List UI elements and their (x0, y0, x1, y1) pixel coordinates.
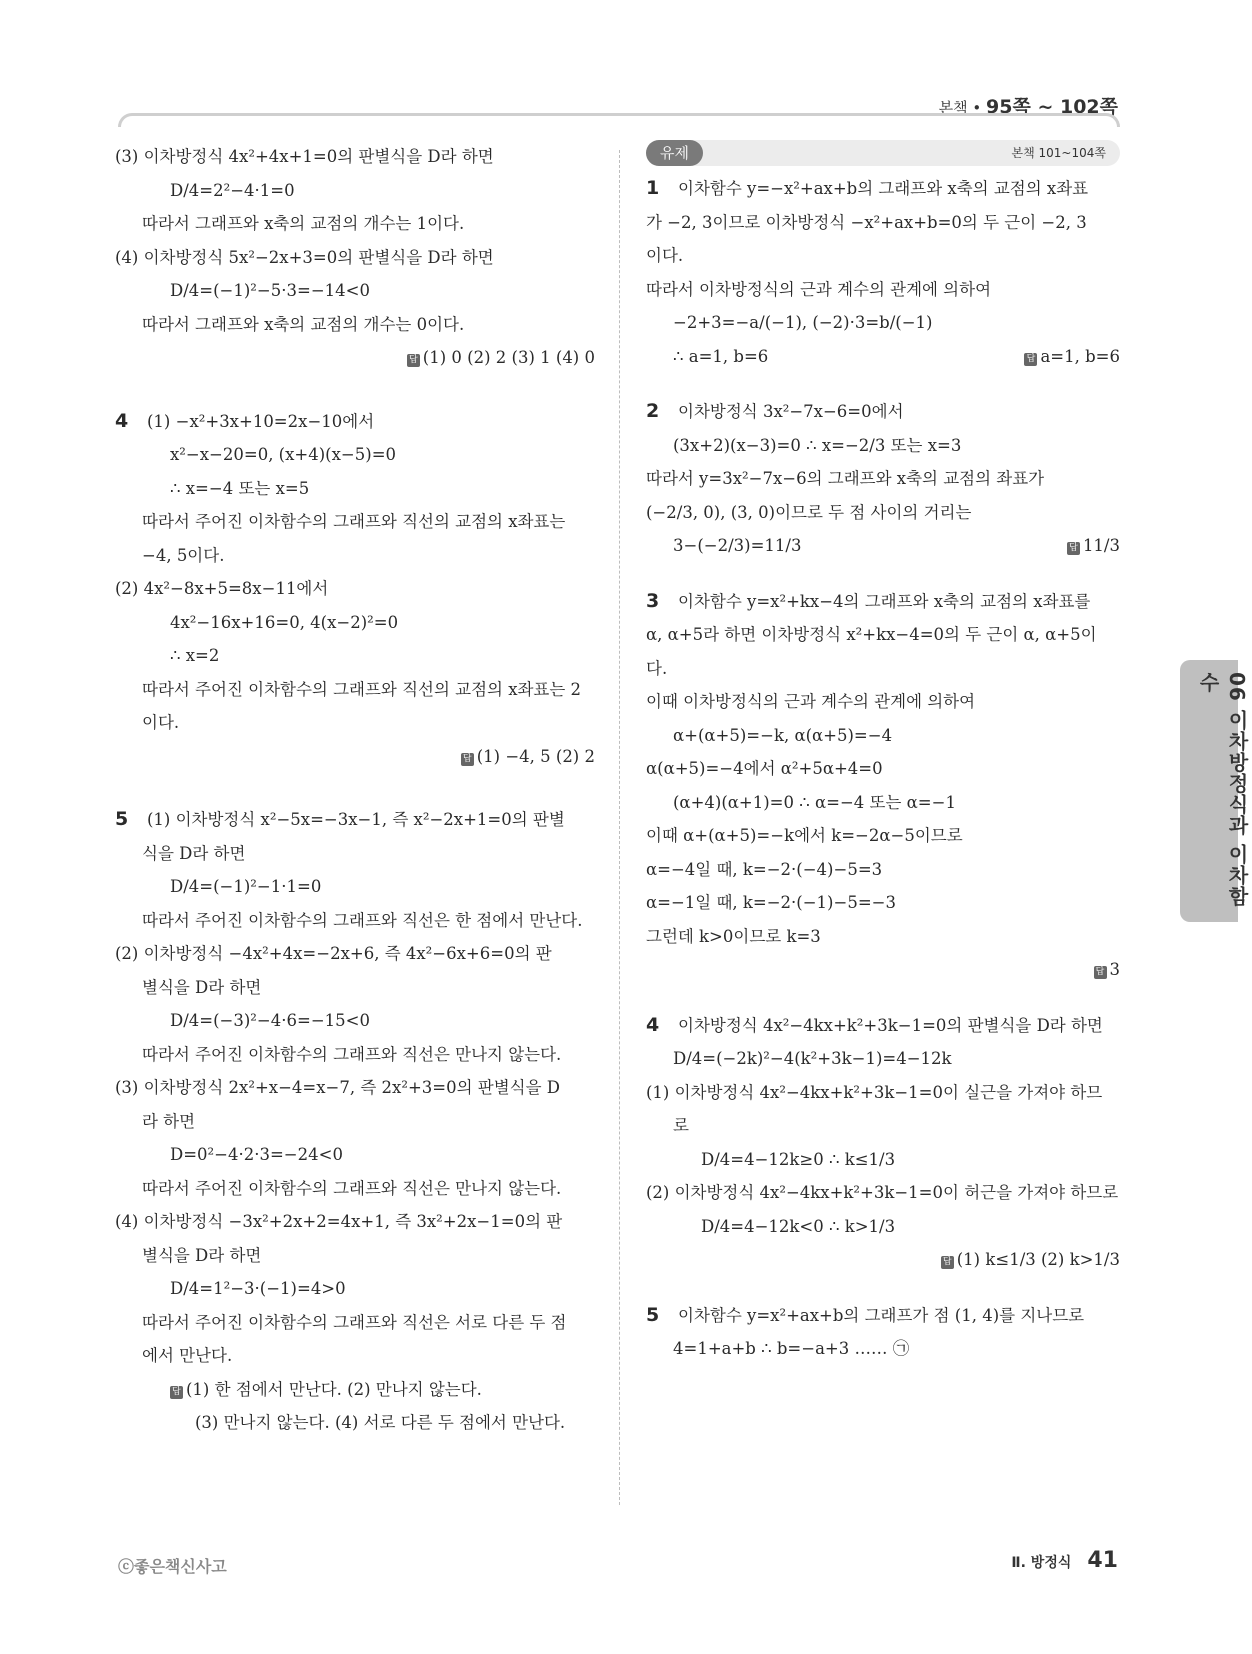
solution-line: (2) 이차방정식 −4x²+4x=−2x+6, 즉 4x²−6x+6=0의 판 (115, 944, 552, 963)
answer-inline (1067, 529, 1120, 563)
solution-line: x²−x−20=0, (x+4)(x−5)=0 (170, 445, 397, 464)
solution-line: 따라서 그래프와 x축의 교점의 개수는 0이다. (142, 314, 465, 334)
solution-line: 따라서 그래프와 x축의 교점의 개수는 1이다. (142, 214, 465, 233)
solution-line: 가 −2, 3이므로 이차방정식 −x²+ax+b=0의 두 근이 −2, 3 (646, 212, 1087, 232)
answer-mark-icon: 답 (461, 753, 474, 766)
solution-line: 따라서 주어진 이차함수의 그래프와 직선의 교점의 x좌표는 (142, 512, 566, 531)
right-column (646, 140, 1120, 1366)
left-column (115, 140, 595, 1440)
solution-line: 로 (673, 1116, 689, 1135)
problem-text: 이차방정식 4x²−4kx+k²+3k−1=0의 판별식을 D라 하면 (678, 1015, 1103, 1035)
problem-number: 4 (646, 1013, 660, 1036)
solution-text: 3−(−2/3)=11/3 (673, 536, 802, 555)
answer-line (646, 953, 1120, 987)
yuje-badge: 유제 (646, 140, 703, 166)
header-pages: 95쪽 ~ 102쪽 (986, 96, 1118, 118)
solution-line: (4) 이차방정식 5x²−2x+3=0의 판별식을 D라 하면 (115, 247, 494, 267)
solution-line: D=0²−4·2·3=−24<0 (170, 1145, 343, 1164)
solution-line: (2) 4x²−8x+5=8x−11에서 (115, 579, 329, 598)
answer-mark-icon: 답 (407, 354, 420, 367)
problem-number: 4 (115, 409, 129, 432)
problem-number: 5 (646, 1303, 660, 1326)
solution-line: 이다. (646, 246, 684, 265)
solution-line: (3x+2)(x−3)=0 ∴ x=−2/3 또는 x=3 (673, 435, 962, 455)
solution-line: 따라서 이차방정식의 근과 계수의 관계에 의하여 (646, 279, 992, 299)
answer-line (646, 1243, 1120, 1277)
solution-line (646, 340, 1120, 374)
solution-line: (−2/3, 0), (3, 0)이므로 두 점 사이의 거리는 (646, 502, 972, 522)
page-number: 41 (1087, 1548, 1118, 1573)
answer-text: 3 (1109, 960, 1120, 979)
footer-section: Ⅱ. 방정식 (1011, 1555, 1072, 1571)
problem-text: (1) 이차방정식 x²−5x=−3x−1, 즉 x²−2x+1=0의 판별 (147, 810, 565, 829)
yuje-header-bar (646, 140, 1120, 166)
solution-line: 따라서 주어진 이차함수의 그래프와 직선은 서로 다른 두 점 (142, 1312, 567, 1332)
solution-line: α=−1일 때, k=−2·(−1)−5=−3 (646, 893, 896, 912)
solution-line: 따라서 주어진 이차함수의 그래프와 직선은 한 점에서 만난다. (142, 910, 583, 930)
problem-line (115, 405, 595, 439)
solution-line: 그런데 k>0이므로 k=3 (646, 926, 821, 946)
solution-line: 이때 α+(α+5)=−k에서 k=−2α−5이므로 (646, 826, 963, 845)
solution-line: D/4=1²−3·(−1)=4>0 (170, 1279, 346, 1298)
problem-text: 이차함수 y=x²+kx−4의 그래프와 x축의 교점의 x좌표를 (678, 591, 1091, 611)
solution-line: α(α+5)=−4에서 α²+5α+4=0 (646, 759, 883, 778)
problem-number: 2 (646, 400, 660, 422)
solution-line: α, α+5라 하면 이차방정식 x²+kx−4=0의 두 근이 α, α+5이 (646, 625, 1097, 644)
problem-line (115, 803, 595, 837)
solution-line: α=−4일 때, k=−2·(−4)−5=3 (646, 859, 883, 879)
solution-line: 4=1+a+b ∴ b=−a+3 …… ㉠ (673, 1339, 910, 1358)
solution-line (646, 529, 1120, 563)
problem-line (646, 1009, 1120, 1043)
answer-mark-icon: 답 (1067, 542, 1080, 555)
solution-line: D/4=4−12k<0 ∴ k>1/3 (701, 1216, 896, 1236)
solution-line: 식을 D라 하면 (142, 843, 246, 863)
answer-line: (3) 만나지 않는다. (4) 서로 다른 두 점에서 만난다. (195, 1413, 566, 1432)
problem-text: (1) −x²+3x+10=2x−10에서 (147, 411, 375, 431)
solution-line: D/4=(−3)²−4·6=−15<0 (170, 1011, 370, 1030)
answer-mark-icon: 답 (170, 1386, 183, 1399)
answer-line (115, 341, 595, 375)
problem-line (646, 395, 1120, 429)
solution-line: 이때 이차방정식의 근과 계수의 관계에 의하여 (646, 692, 976, 711)
solution-line: 따라서 주어진 이차함수의 그래프와 직선의 교점의 x좌표는 2 (142, 679, 582, 699)
solution-line: −2+3=−a/(−1), (−2)·3=b/(−1) (673, 313, 933, 332)
solution-line: (2) 이차방정식 4x²−4kx+k²+3k−1=0이 허근을 가져야 하므로 (646, 1183, 1119, 1202)
solution-line: (4) 이차방정식 −3x²+2x+2=4x+1, 즉 3x²+2x−1=0의 판 (115, 1212, 563, 1231)
answer-mark-icon: 답 (941, 1256, 954, 1269)
answer-text: a=1, b=6 (1040, 346, 1120, 366)
problem-text: 이차함수 y=−x²+ax+b의 그래프와 x축의 교점의 x좌표 (678, 179, 1089, 198)
problem-line (646, 172, 1120, 206)
chapter-side-tab (1180, 660, 1249, 922)
problem-line (646, 1299, 1120, 1333)
solution-line: 따라서 주어진 이차함수의 그래프와 직선은 만나지 않는다. (142, 1044, 562, 1064)
problem-line (646, 585, 1120, 619)
header-prefix: 본책 • (938, 99, 987, 117)
solution-line: D/4=(−1)²−1·1=0 (170, 877, 322, 896)
solution-line: 별식을 D라 하면 (142, 977, 262, 997)
answer-text: (1) k≤1/3 (2) k>1/3 (956, 1250, 1120, 1269)
solution-line: D/4=2²−4·1=0 (170, 180, 295, 200)
solution-line: (3) 이차방정식 2x²+x−4=x−7, 즉 2x²+3=0의 판별식을 D (115, 1078, 561, 1097)
solution-line: ∴ x=−4 또는 x=5 (170, 478, 310, 498)
answer-text: (1) −4, 5 (2) 2 (476, 746, 595, 766)
solution-line: 별식을 D라 하면 (142, 1245, 262, 1265)
solution-line: α+(α+5)=−k, α(α+5)=−4 (673, 725, 893, 745)
solution-line: 라 하면 (142, 1111, 196, 1131)
answer-inline (1024, 340, 1120, 374)
solution-text: ∴ a=1, b=6 (673, 346, 769, 366)
solution-line: 4x²−16x+16=0, 4(x−2)²=0 (170, 612, 399, 632)
answer-line (115, 740, 595, 774)
column-divider (619, 150, 620, 1505)
solution-line: ∴ x=2 (170, 646, 220, 665)
solution-line: D/4=(−1)²−5·3=−14<0 (170, 281, 370, 300)
header-rule (118, 113, 1120, 127)
problem-text: 이차방정식 3x²−7x−6=0에서 (678, 402, 904, 421)
solution-line: 이다. (142, 713, 180, 732)
problem-number: 3 (646, 589, 660, 612)
answer-text: (1) 0 (2) 2 (3) 1 (4) 0 (422, 348, 595, 367)
yuje-page-ref: 본책 101~104쪽 (1011, 146, 1106, 160)
solution-line: (α+4)(α+1)=0 ∴ α=−4 또는 α=−1 (673, 792, 956, 812)
page-footer (1011, 1548, 1118, 1573)
solution-line: D/4=(−2k)²−4(k²+3k−1)=4−12k (673, 1049, 952, 1068)
problem-number: 5 (115, 808, 129, 830)
answer-mark-icon: 답 (1094, 966, 1107, 979)
solution-line: 에서 만난다. (142, 1346, 233, 1365)
solution-line: (1) 이차방정식 4x²−4kx+k²+3k−1=0이 실근을 가져야 하므 (646, 1082, 1103, 1102)
solution-line: D/4=4−12k≥0 ∴ k≤1/3 (701, 1149, 896, 1169)
problem-text: 이차함수 y=x²+ax+b의 그래프가 점 (1, 4)를 지나므로 (678, 1305, 1085, 1325)
answer-line (115, 1373, 595, 1407)
solution-line: −4, 5이다. (142, 545, 225, 565)
solution-line: 따라서 y=3x²−7x−6의 그래프와 x축의 교점의 좌표가 (646, 469, 1045, 488)
chapter-side-tab-label: 06 이차방정식과 이차함수 (1196, 672, 1249, 907)
problem-number: 1 (646, 177, 660, 199)
publisher-logo: ⓒ좋은책신사고 (118, 1557, 227, 1576)
solution-line: 따라서 주어진 이차함수의 그래프와 직선은 만나지 않는다. (142, 1178, 562, 1198)
solution-line: 다. (646, 658, 668, 678)
answer-mark-icon: 답 (1024, 353, 1037, 366)
solution-line: (3) 이차방정식 4x²+4x+1=0의 판별식을 D라 하면 (115, 147, 494, 166)
answer-text: (1) 한 점에서 만난다. (2) 만나지 않는다. (186, 1379, 482, 1399)
answer-text: 11/3 (1082, 536, 1120, 555)
